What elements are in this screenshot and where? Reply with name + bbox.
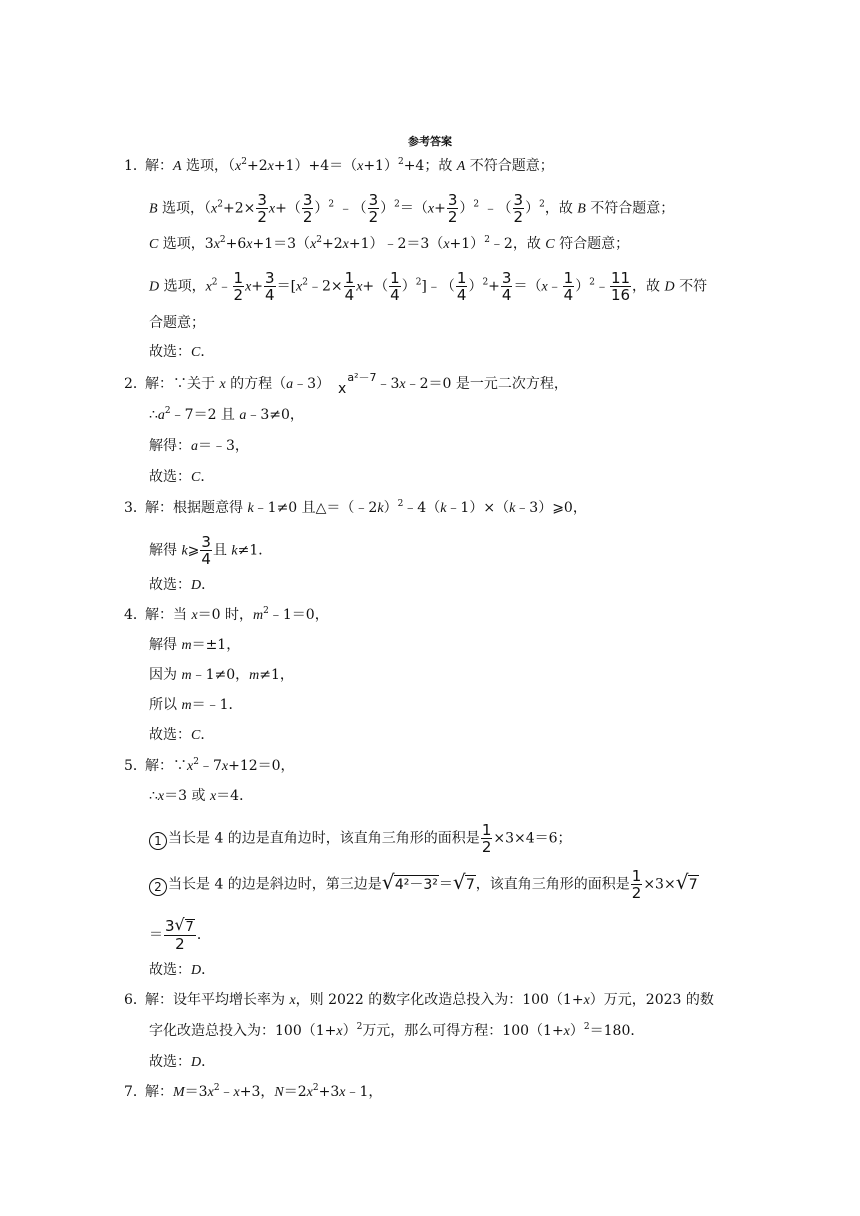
q5-line-3: 1 当长是 4 的边是直角边时，该直角三角形的面积是 $\frac{1}{2}$ ×3×4＝6； [149,822,572,855]
q1-line-3: C 选项，$3x^2+6x+1=3(x^2+2x+1)﹣2=3(x+1)^2﹣2$，故 C 符合题意； [149,235,630,252]
q6-line-1: 解：设年平均增长率为 x，则 2022 的数字化改造总投入为：100（1+x）万元，2023 的数 [145,992,714,1008]
fraction: $\frac{1}{4}$ [390,269,400,304]
q1-answer: 故选：C． [149,344,215,360]
q7-line-1: 解：$M=3x^2﹣x+3$，$N=2x^2+3x﹣1$， [145,1083,383,1100]
fraction: $\frac{1}{4}$ [456,269,467,304]
fraction: $\frac{1}{2}$ [631,867,642,902]
q1-line-1: 解：A 选项，$(x^2+2x+1)+4=(x+1)^2+4$；故 A 不符合题意； [145,157,554,174]
q2-line-1: 解：∵关于 x 的方程（a﹣3） $x^{a^2-7}﹣3x﹣2=0$ 是一元二次方程， [145,371,568,397]
fraction: $\frac{3}{2}$ [257,191,267,226]
q6-answer: 故选：D． [149,1054,216,1070]
fraction: $\frac{3}{2}$ [447,191,458,226]
question-2-number: 2． [124,376,147,392]
q4-line-4: 所以 m＝﹣1． [149,697,243,713]
square-root: √ 4²－3² [381,870,438,894]
q3-answer: 故选：D． [149,577,216,593]
fraction: $\frac{1}{2}$ [233,269,244,304]
question-4-number: 4． [124,607,147,623]
fraction: $\frac{1}{4}$ [563,269,574,304]
q4-line-1: 解：当 x＝0 时，$m^2﹣1=0$， [145,606,329,623]
question-6-number: 6． [124,992,147,1008]
circled-number: 2 [149,878,167,896]
page-title: 参考答案 [408,135,452,148]
q2-line-2: $\therefore a^2﹣7=2$ 且 a﹣3≠0， [149,406,304,423]
q1-line-2: B 选项，（$x^2+2\times$ $\frac{3}{2}$ x+（ $\frac{3}{2}$ ）$^2$ ﹣（ $\frac{3}{2}$ ）$^2$＝（x+ $\frac{3}{2}$ ）$^2$ ﹣（ $\frac{3}{2}$ ）$^2$，故 B 不符合题意； [149,191,675,226]
q1-line-5: 合题意； [149,315,205,331]
fraction: $\frac{1}{4}$ [344,269,355,304]
fraction: $\frac{3}{4}$ [265,269,275,304]
q2-answer: 故选：C． [149,469,215,485]
fraction: $\frac{3}{4}$ [201,533,211,568]
fraction: $\frac{3}{2}$ [513,191,524,226]
fraction: $\frac{3}{4}$ [501,269,512,304]
square-root: √ 7 [452,870,475,894]
fraction: $\frac{3}{2}$ [368,191,379,226]
q6-line-2: 字化改造总投入为：$100(1+x)^2$万元，那么可得方程：$100(1+x)^2=180$． [149,1022,645,1039]
fraction: $\frac{11}{16}$ [610,269,631,304]
question-3-number: 3． [124,500,147,516]
question-1-number: 1． [124,158,147,174]
question-7-number: 7． [124,1084,147,1100]
fraction: $\frac{1}{2}$ [481,821,492,856]
q4-answer: 故选：C． [149,727,215,743]
question-5-number: 5． [124,758,147,774]
q5-line-4: 2 当长是 4 的边是斜边时，第三边是 √ 4²－3²＝ √ 7，该直角三角形的面积是 $\frac{1}{2}$ ×3× √ 7 [149,868,699,901]
q5-line-2: ∴x＝3 或 x＝4． [149,788,254,804]
q3-line-2: 解得 k⩾ $\frac{3}{4}$ 且 k≠1． [149,533,273,568]
q3-line-1: 解：根据题意得 k﹣1≠0 且△＝（﹣2k）$^2$﹣4（k﹣1）×（k﹣3）⩾0， [145,499,587,516]
fraction: 3 √ 7 2 [165,914,194,953]
square-root: √ 7 [675,870,698,894]
q5-answer: 故选：D． [149,962,216,978]
q4-line-3: 因为 m﹣1≠0，m≠1， [149,667,294,683]
q5-line-1: 解：$\because x^2﹣7x+12=0$， [145,757,295,774]
q2-line-3: 解得：a＝﹣3， [149,438,249,454]
q4-line-2: 解得 m＝±1， [149,637,241,653]
circled-number: 1 [149,832,167,850]
fraction: $\frac{3}{2}$ [302,191,313,226]
q5-line-5: ＝ 3 √ 7 2 ． [149,914,211,953]
q1-line-4: D 选项，$x^2﹣$ $\frac{1}{2}$ x+ $\frac{3}{4}$ $=[x^2﹣2\times$ $\frac{1}{4}$ x+（ $\frac{1}{4}$ ）$^2$]﹣（ $\frac{1}{4}$ ）$^2$+ $\frac{3}{4}$ ＝（x﹣ $\frac{1}{4}$ ）$^2$﹣ $\frac{11}{16}$ ，故 D 不符 [149,269,708,304]
